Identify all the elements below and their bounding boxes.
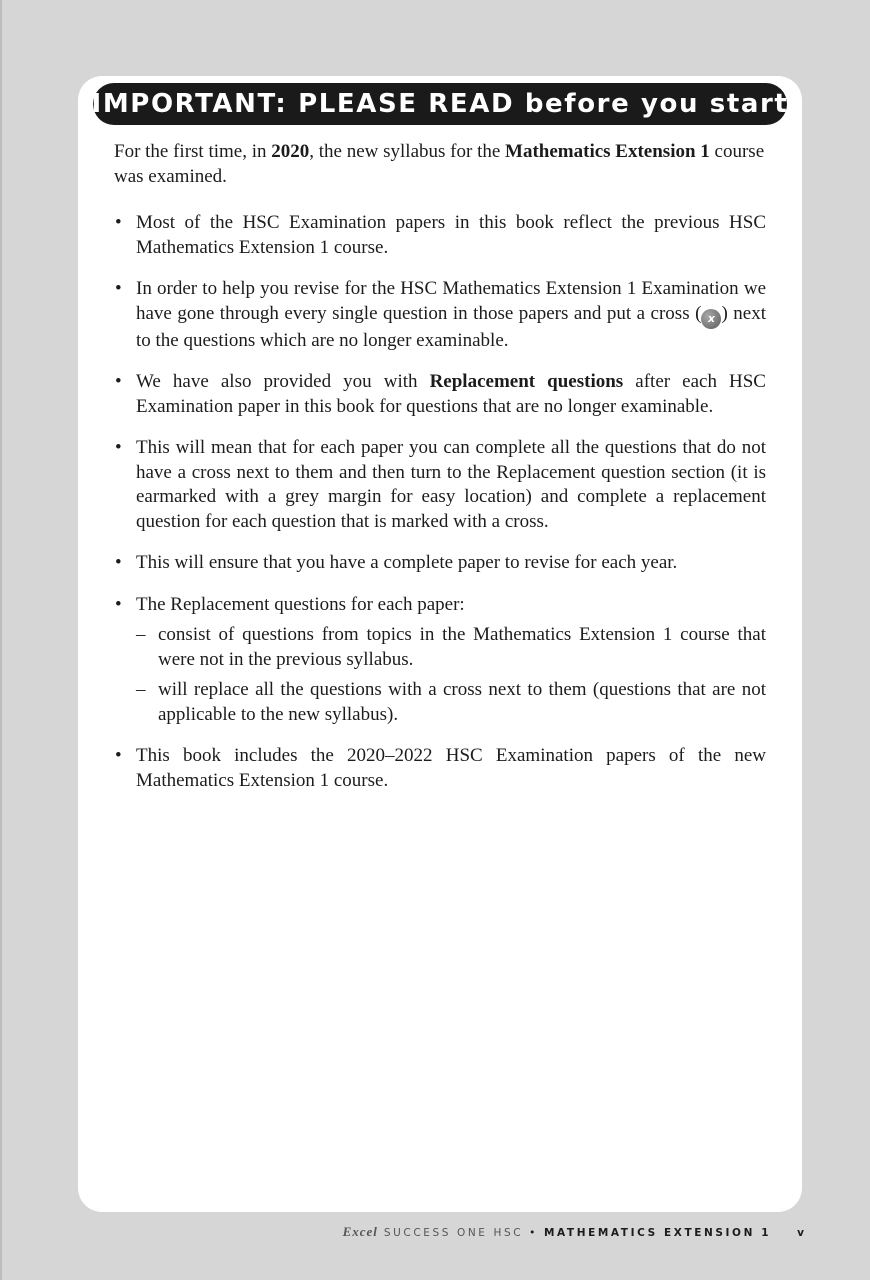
important-banner [93,83,787,125]
bullet-list [114,211,766,793]
bullet-item [114,211,766,260]
intro-text: , the new syllabus for the [309,141,506,162]
page-footer [0,1224,804,1240]
sub-item-text: will replace all the questions with a cross next to them (questions that are not applicable to the new syllabus). [158,679,766,725]
intro-text: course was examined. [114,141,765,187]
sub-list [136,623,766,727]
sub-item-text: consist of questions from topics in the Mathematics Extension 1 course that were not in the previous syllabus. [158,624,766,670]
bullet-item [114,436,766,534]
bullet-text: We have also provided you with [136,371,430,392]
footer-brand: Excel [342,1224,378,1239]
intro-paragraph [114,140,766,189]
footer-series: SUCCESS ONE HSC [383,1227,524,1239]
bullet-item [114,744,766,793]
intro-text: For the first time, in [114,141,272,162]
bullet-item [114,277,766,353]
bullet-text: ) next to the questions which are no longer examinable. [136,302,766,351]
bullet-text: In order to help you revise for the HSC Mathematics Extension 1 Examination we have gone through every single question in those papers and put a cross ( [136,278,766,324]
replacement-questions-term: Replacement questions [429,371,624,392]
intro-year: 2020 [271,141,310,162]
cross-icon: x [701,309,721,329]
footer-course: MATHEMATICS EXTENSION 1 [543,1227,772,1239]
bullet-item [114,370,766,419]
bullet-text: The Replacement questions for each paper: [136,593,465,615]
bullet-item [114,593,766,728]
main-content [114,140,766,810]
page-number: v [797,1227,804,1239]
bullet-text: This book includes the 2020–2022 HSC Examination papers of the new Mathematics Extension 1 course. [136,745,766,791]
page-edge [0,0,2,1280]
bullet-text: after each HSC Examination paper in this book for questions that are no longer examinable. [136,371,766,417]
bullet-text: Most of the HSC Examination papers in this book reflect the previous HSC Mathematics Extension 1 course. [136,212,766,258]
intro-course: Mathematics Extension 1 [505,141,710,162]
sub-item [136,678,766,727]
banner-title: IMPORTANT: PLEASE READ before you start [91,89,789,119]
footer-separator: • [529,1227,538,1239]
bullet-item [114,551,766,576]
bullet-text: This will mean that for each paper you can complete all the questions that do not have a cross next to them and then turn to the Replacement question section (it is earmarked with a grey margin for easy location) and complete a replacement question for each question that is marked with a cross. [136,437,766,532]
sub-item [136,623,766,672]
bullet-text: This will ensure that you have a complete paper to revise for each year. [136,552,678,573]
